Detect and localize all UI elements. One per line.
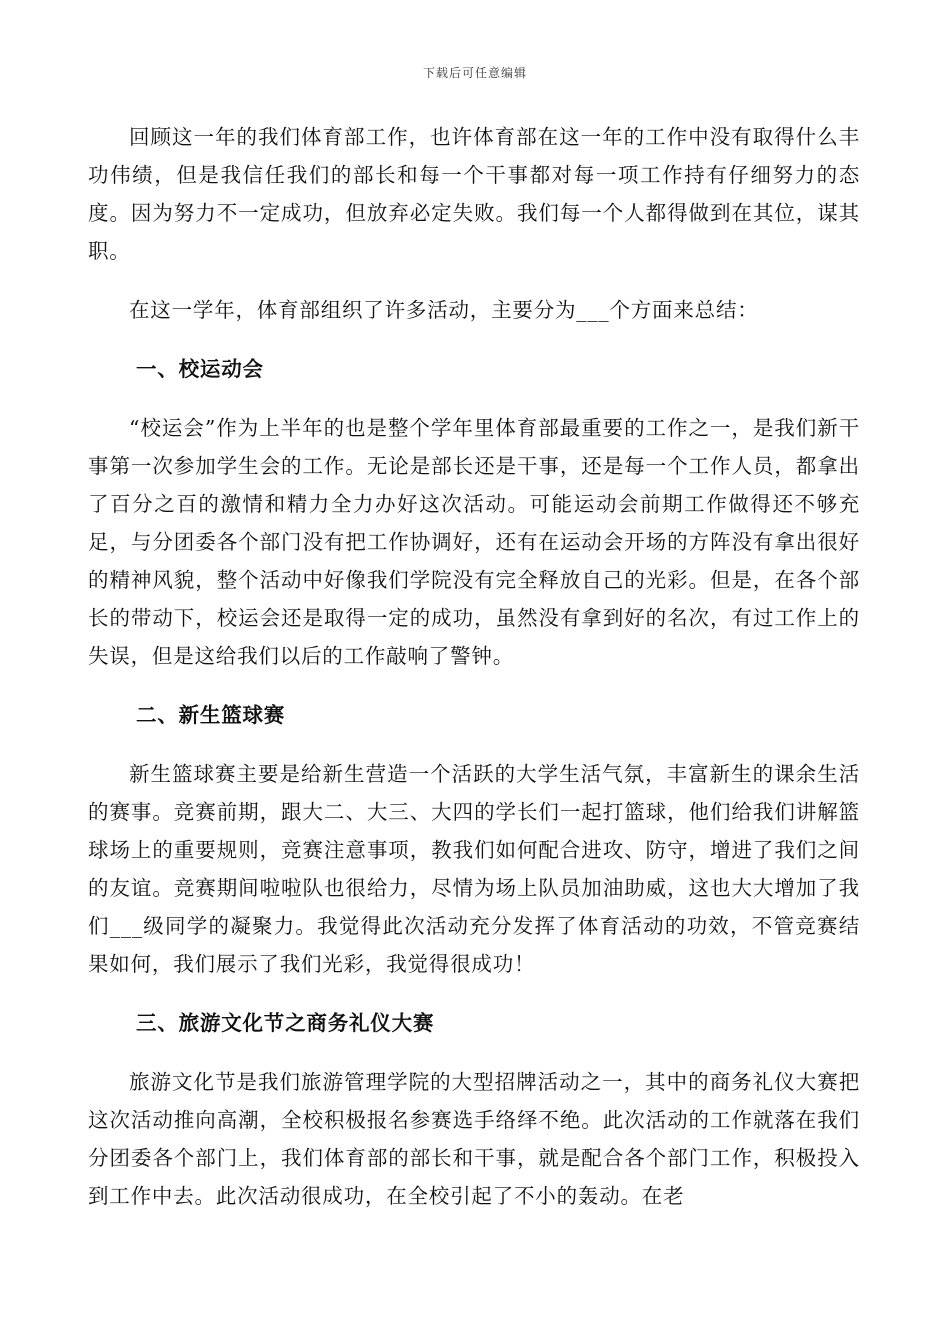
section-heading-sports-meet: 一、校运动会 <box>136 357 264 381</box>
section-heading-etiquette-contest: 三、旅游文化节之商务礼仪大赛 <box>136 1011 435 1035</box>
basketball-paragraph: 新生篮球赛主要是给新生营造一个活跃的大学生活气氛，丰富新生的课余生活的赛事。竞赛前期，跟大二、大三、大四的学长们一起打篮球，他们给我们讲解篮球场上的重要规则，竞赛注意事项，教我们如何配合进攻、防守，增进了我们之间的友谊。竞赛期间啦啦队也很给力，尽情为场上队员加油助威，这也大大增加了我们___级同学的凝聚力。我觉得此次活动充分发挥了体育活动的功效，不管竞赛结果如何，我们展示了我们光彩，我觉得很成功！ <box>88 762 860 976</box>
sports-meet-paragraph: “校运会”作为上半年的也是整个学年里体育部最重要的工作之一，是我们新干事第一次参加学生会的工作。无论是部长还是干事，还是每一个工作人员，都拿出了百分之百的激情和精力全力办好这次活动。可能运动会前期工作做得还不够充足，与分团委各个部门没有把工作协调好，还有在运动会开场的方阵没有拿出很好的精神风貌，整个活动中好像我们学院没有完全释放自己的光彩。但是，在各个部长的带动下，校运会还是取得一定的成功，虽然没有拿到好的名次，有过工作上的失误，但是这给我们以后的工作敲响了警钟。 <box>88 416 860 668</box>
section-heading-basketball: 二、新生篮球赛 <box>136 703 286 727</box>
intro-paragraph-2: 在这一学年，体育部组织了许多活动，主要分为___个方面来总结： <box>129 298 759 322</box>
page-header: 下载后可任意编辑 <box>422 66 527 80</box>
intro-paragraph-1: 回顾这一年的我们体育部工作，也许体育部在这一年的工作中没有取得什么丰功伟绩，但是我信任我们的部长和每一个干事都对每一项工作持有仔细努力的态度。因为努力不一定成功，但放弃必定失败。我们每一个人都得做到在其位，谋其职。 <box>88 125 860 263</box>
document-body <box>88 118 860 1215</box>
etiquette-contest-paragraph: 旅游文化节是我们旅游管理学院的大型招牌活动之一，其中的商务礼仪大赛把这次活动推向高潮，全校积极报名参赛选手络绎不绝。此次活动的工作就落在我们分团委各个部门上，我们体育部的部长和干事，就是配合各个部门工作，积极投入到工作中去。此次活动很成功，在全校引起了不小的轰动。在老 <box>88 1070 860 1208</box>
